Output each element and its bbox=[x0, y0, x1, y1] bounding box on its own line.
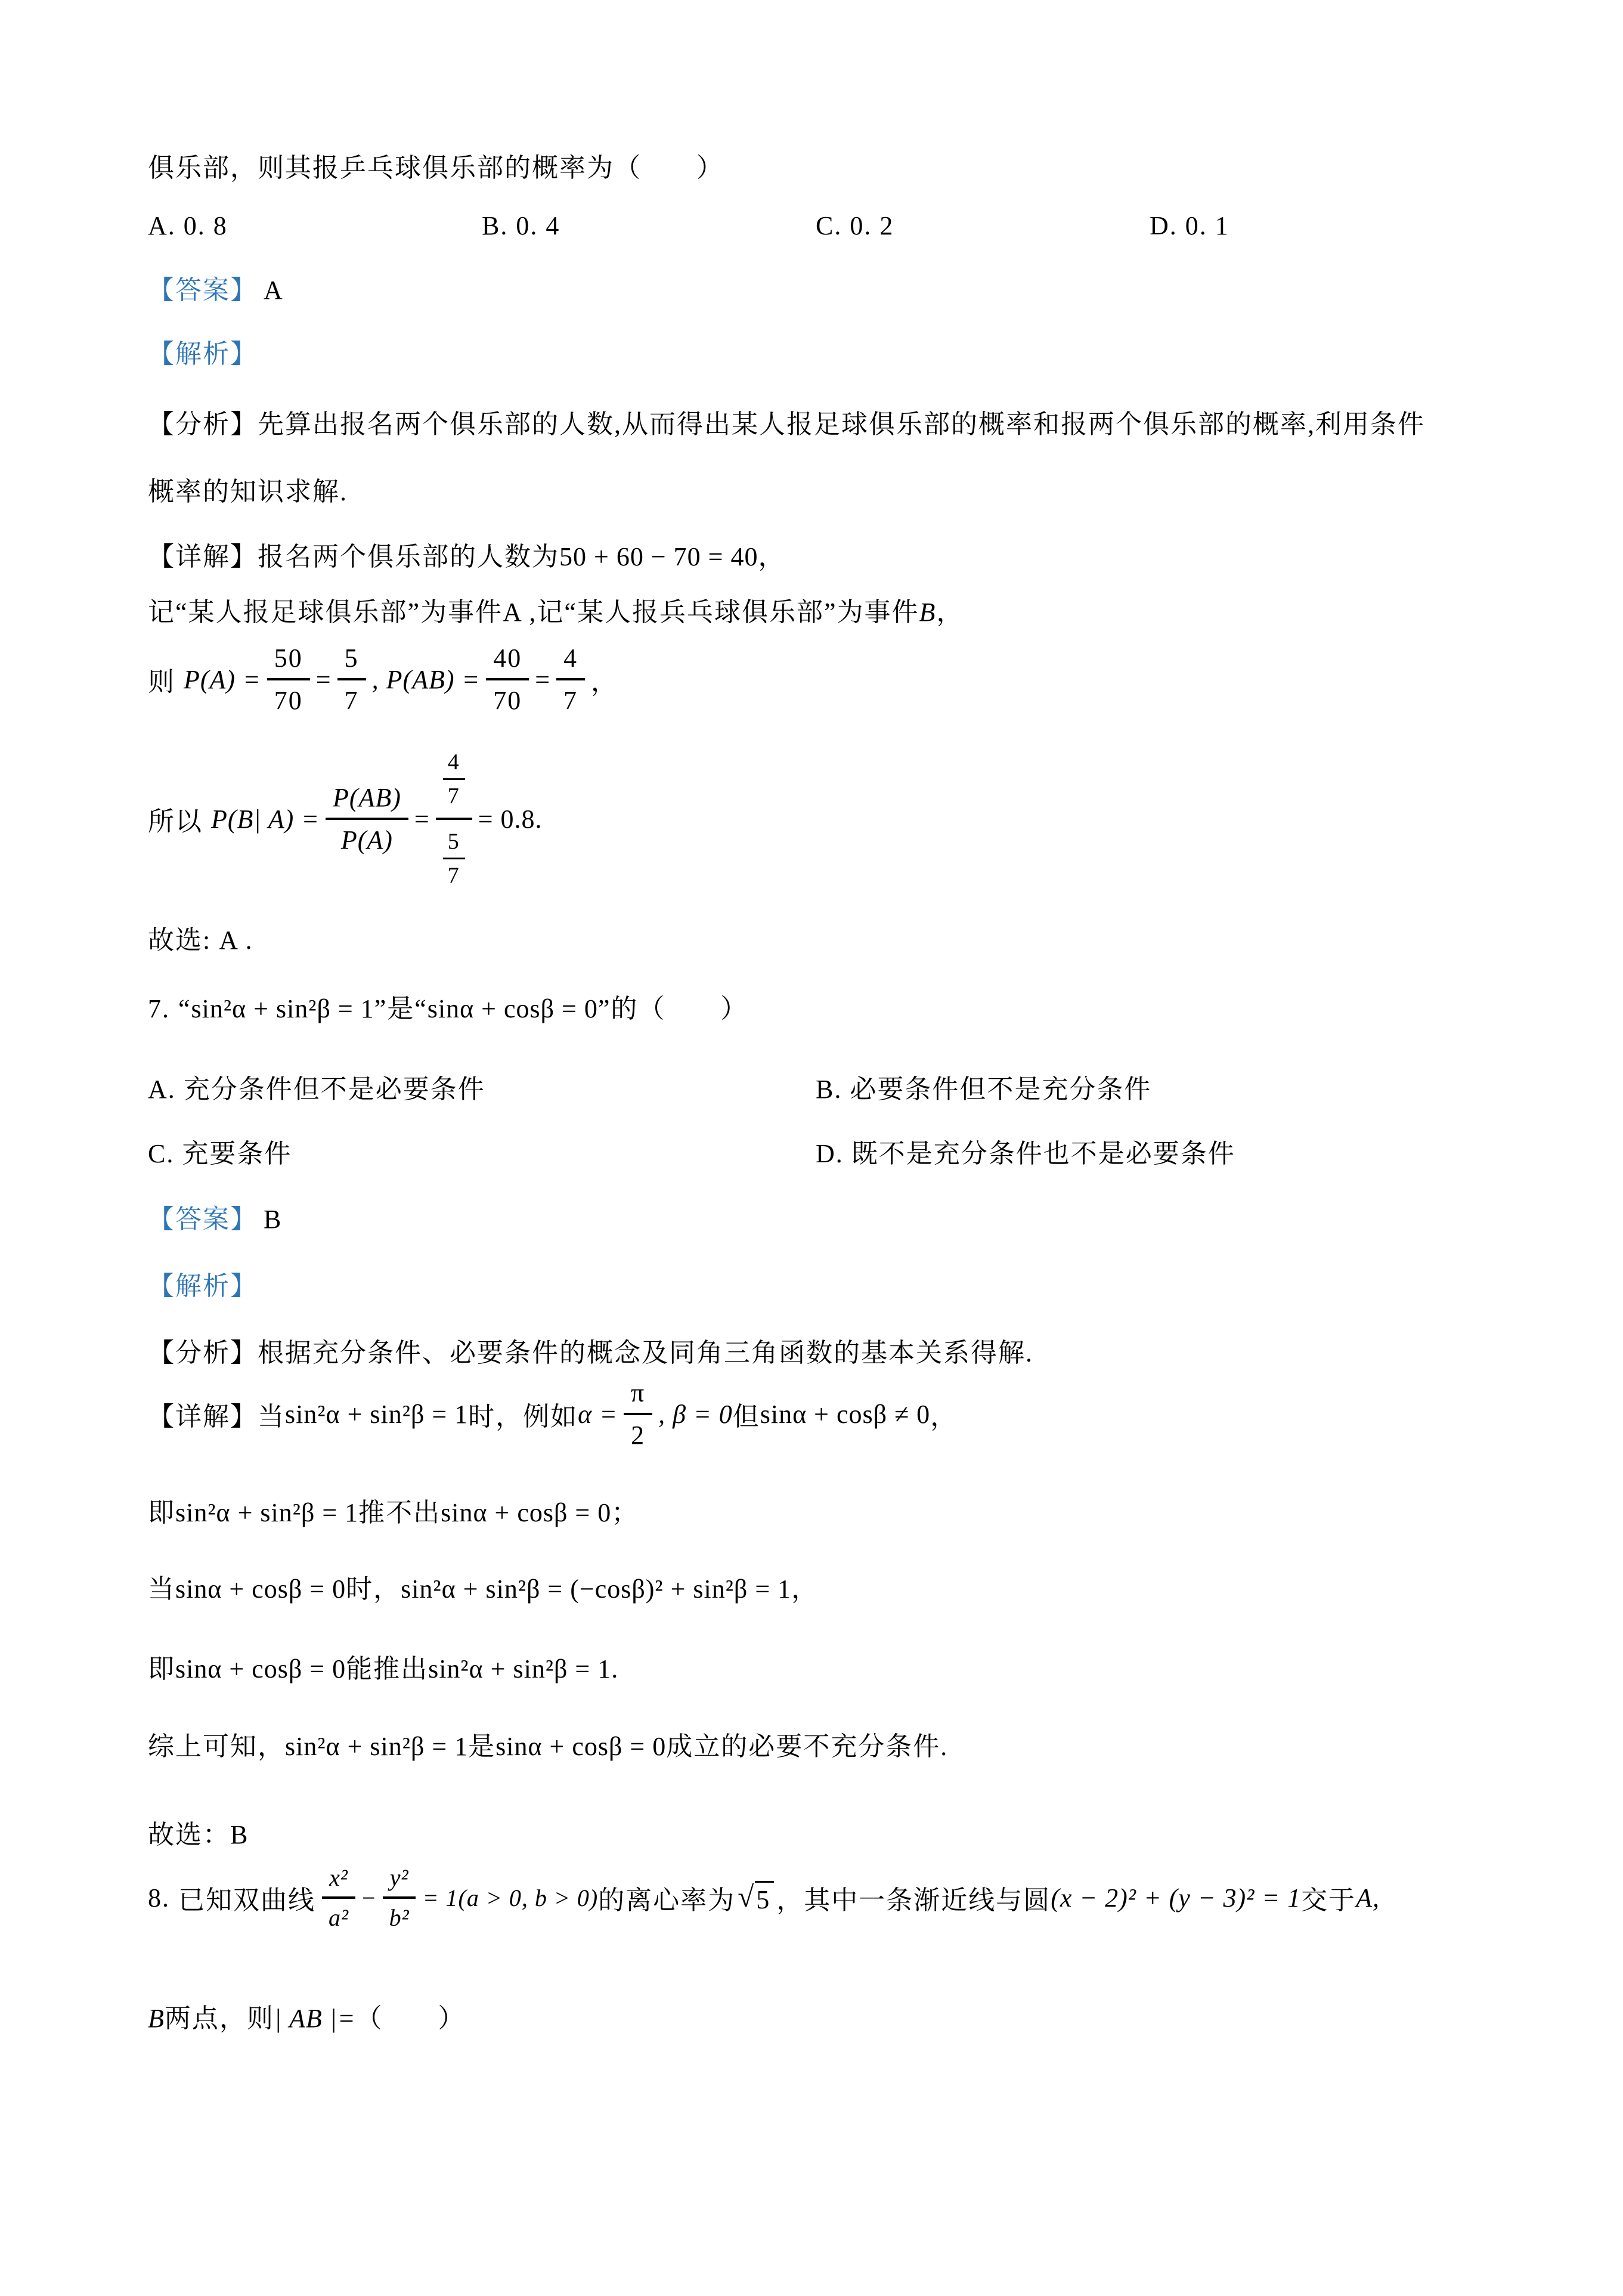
fraction-numerator: 50 bbox=[267, 643, 310, 680]
q6-pa-expr2: , P(AB) = bbox=[371, 664, 481, 694]
q6-analysis-text2: 概率的知识求解. bbox=[148, 477, 348, 506]
q6-answer-value: A bbox=[264, 276, 284, 305]
q7-formula1: sin²α + sin²β = 1 bbox=[191, 994, 374, 1023]
q7-d-formula1: sin²α + sin²β = 1 bbox=[285, 1399, 469, 1429]
q7-tail: ”的（ ） bbox=[597, 994, 748, 1023]
q6-pa-expr1: P(A) = bbox=[184, 664, 261, 694]
q7-option-b: B. 必要条件但不是充分条件 bbox=[816, 1075, 1152, 1104]
q7-ji1-lead: 即 bbox=[148, 1498, 175, 1527]
fraction-pi-2 bbox=[624, 1378, 652, 1450]
q7-jiexi-line bbox=[148, 1264, 258, 1302]
q6-choose-line bbox=[148, 918, 253, 957]
fraction-denominator: 7 bbox=[563, 686, 578, 715]
q6-analysis-line1 bbox=[148, 403, 1425, 441]
q8-minus: − bbox=[362, 1884, 376, 1911]
fraction-denominator: b² bbox=[389, 1904, 410, 1931]
q7-ji1-f2: sinα + cosβ = 0 bbox=[441, 1498, 612, 1527]
q6-pba-formula bbox=[148, 745, 543, 892]
fraction-x2-a2 bbox=[321, 1864, 356, 1932]
q7-choose-line bbox=[148, 1813, 249, 1851]
fraction-50-70 bbox=[267, 643, 310, 716]
q7-zong-mid: 是 bbox=[468, 1732, 496, 1761]
fraction-numerator: x² bbox=[322, 1864, 355, 1899]
q7-zong-line bbox=[148, 1725, 948, 1763]
fraction-5-7 bbox=[443, 828, 465, 889]
fraction-numerator: 40 bbox=[486, 643, 529, 680]
q7-answer-value: B bbox=[264, 1205, 283, 1234]
q6-option-b: B. 0. 4 bbox=[482, 211, 560, 240]
q7-zong-f1: sin²α + sin²β = 1 bbox=[285, 1732, 469, 1761]
q6-ev3: ， bbox=[936, 598, 964, 627]
fraction-numerator: 5 bbox=[443, 828, 465, 859]
q8-point-b: B bbox=[148, 2004, 165, 2033]
q6-event-a: A bbox=[503, 598, 522, 627]
q7-formula2: sinα + cosβ = 0 bbox=[427, 994, 598, 1023]
q8-mid3: 交于 bbox=[1301, 1886, 1356, 1915]
radicand: 5 bbox=[755, 1881, 774, 1915]
q6-option-c: C. 0. 2 bbox=[816, 211, 894, 240]
q7-ji2-mid: 能推出 bbox=[346, 1654, 429, 1684]
fraction-denominator: P(A) bbox=[340, 825, 393, 855]
nested-denominator bbox=[436, 820, 472, 892]
q6-stem-tail bbox=[148, 146, 724, 184]
q6-detail-lead: 报名两个俱乐部的人数为 bbox=[258, 542, 559, 571]
fraction-denominator: 2 bbox=[631, 1421, 646, 1450]
q8-mid2: ，其中一条渐近线与圆 bbox=[776, 1886, 1051, 1915]
q7-analysis-line bbox=[148, 1331, 1033, 1369]
q8-lead: 已知双曲线 bbox=[178, 1886, 315, 1915]
fraction-pab-pa bbox=[326, 782, 408, 855]
nested-fraction bbox=[436, 745, 472, 892]
q6-answer-line bbox=[148, 268, 284, 307]
sqrt-5 bbox=[738, 1881, 774, 1915]
q7-dang-line bbox=[148, 1567, 819, 1605]
q6-pba-lead: 所以 bbox=[148, 807, 203, 836]
q8-stem-line1 bbox=[148, 1864, 1380, 1932]
xiangjie-label: 【详解】 bbox=[148, 1402, 258, 1431]
q7-dang-lead: 当 bbox=[148, 1574, 175, 1604]
fraction-numerator: 4 bbox=[443, 749, 465, 780]
fraction-denominator: 70 bbox=[493, 686, 522, 715]
jiexi-label: 【解析】 bbox=[148, 1271, 258, 1301]
q6-pa-eq1: = bbox=[315, 664, 332, 694]
q6-detail-line bbox=[148, 535, 785, 573]
q6-pa-lead: 则 bbox=[148, 667, 175, 697]
q6-pa-formula bbox=[148, 643, 618, 716]
q7-ji1-f1: sin²α + sin²β = 1 bbox=[175, 1498, 359, 1527]
q8-number: 8. bbox=[148, 1883, 170, 1913]
q7-answer-line bbox=[148, 1197, 282, 1236]
fraction-denominator: 7 bbox=[447, 784, 460, 809]
fraction-denominator: 7 bbox=[447, 863, 460, 888]
q7-ji2-f2: sin²α + sin²β = 1 bbox=[428, 1654, 612, 1684]
fraction-numerator: P(AB) bbox=[326, 782, 408, 820]
q7-ji1-line bbox=[148, 1491, 639, 1529]
q6-pba-period: . bbox=[535, 804, 543, 834]
q6-pa-tail: ， bbox=[591, 667, 619, 697]
q8-paren: （ ） bbox=[355, 2004, 466, 2033]
q7-d-beta: , β = 0 bbox=[658, 1399, 733, 1429]
q8-mid4: 两点，则 bbox=[164, 2004, 274, 2033]
q6-choose-text: 故选: A . bbox=[148, 926, 253, 955]
q7-d-mid1: 时，例如 bbox=[468, 1402, 578, 1431]
q6-event-line bbox=[148, 590, 964, 629]
q6-option-a: A. 0. 8 bbox=[148, 211, 228, 240]
radical-sign: √ bbox=[738, 1880, 755, 1913]
q7-zong-f2: sinα + cosβ = 0 bbox=[495, 1732, 667, 1761]
fraction-numerator: π bbox=[624, 1378, 652, 1415]
q7-d-tail: ， bbox=[930, 1402, 958, 1431]
q7-zong-tail: 成立的必要不充分条件. bbox=[666, 1732, 949, 1761]
q6-pa-eq2: = bbox=[535, 664, 551, 694]
q7-d-mid2: 但 bbox=[732, 1402, 760, 1431]
q6-event-b: B bbox=[919, 598, 937, 627]
q7-option-a: A. 充分条件但不是必要条件 bbox=[148, 1075, 485, 1104]
nested-numerator bbox=[436, 745, 472, 820]
q6-analysis-text1: 先算出报名两个俱乐部的人数,从而得出某人报足球俱乐部的概率和报两个俱乐部的概率,利用条件 bbox=[258, 410, 1425, 439]
q7-detail-line bbox=[148, 1378, 958, 1450]
q7-quote-open: “ bbox=[178, 994, 191, 1023]
q8-stem-line2 bbox=[148, 1997, 466, 2035]
xiangjie-label: 【详解】 bbox=[148, 542, 258, 571]
fraction-y2-b2 bbox=[382, 1864, 417, 1932]
fraction-numerator: y² bbox=[383, 1864, 416, 1899]
q8-circle-equation: (x − 2)² + (y − 3)² = 1 bbox=[1051, 1883, 1302, 1913]
fenxi-label: 【分析】 bbox=[148, 1338, 258, 1367]
q7-option-d: D. 既不是充分条件也不是必要条件 bbox=[816, 1139, 1235, 1168]
q7-option-c: C. 充要条件 bbox=[148, 1139, 292, 1168]
q7-ji2-f1: sinα + cosβ = 0 bbox=[175, 1654, 346, 1684]
q7-choose-text: 故选：B bbox=[148, 1820, 249, 1849]
q6-stem-text: 俱乐部，则其报乒乓球俱乐部的概率为（ ） bbox=[148, 153, 724, 182]
fenxi-label: 【分析】 bbox=[148, 410, 258, 439]
jiexi-label: 【解析】 bbox=[148, 339, 258, 369]
q7-dang-tail: ， bbox=[791, 1574, 819, 1604]
q7-stem bbox=[148, 987, 748, 1025]
q6-pba-expr: P(B| A) = bbox=[211, 804, 320, 834]
q6-pba-result: = 0.8 bbox=[478, 804, 535, 834]
q7-ji1-tail: ； bbox=[611, 1498, 639, 1527]
q6-ev2: ,记“某人报兵乓球俱乐部”为事件 bbox=[521, 598, 919, 627]
q7-dang-f1: sinα + cosβ = 0 bbox=[175, 1574, 346, 1604]
q6-detail-math: 50 + 60 − 70 = 40 bbox=[559, 542, 758, 571]
q6-ev1: 记“某人报足球俱乐部”为事件 bbox=[148, 598, 503, 627]
fraction-numerator: 5 bbox=[337, 643, 366, 680]
q7-d-formula2: sinα + cosβ ≠ 0 bbox=[760, 1399, 931, 1429]
fraction-denominator: 70 bbox=[274, 686, 303, 715]
fraction-denominator: a² bbox=[329, 1904, 349, 1931]
q8-mid1: 的离心率为 bbox=[598, 1886, 736, 1915]
q7-d-alpha: α = bbox=[578, 1399, 618, 1429]
fraction-40-70 bbox=[486, 643, 529, 716]
q7-d-lead: 当 bbox=[258, 1402, 285, 1431]
q8-ab-expression: | AB |= bbox=[274, 2004, 356, 2033]
q7-ji2-line bbox=[148, 1647, 619, 1685]
q7-ji2-tail: . bbox=[611, 1654, 620, 1684]
fraction-4-7 bbox=[443, 749, 465, 809]
q6-pba-eq: = bbox=[414, 804, 430, 834]
q6-detail-tail: ， bbox=[758, 542, 786, 571]
q7-analysis-text: 根据充分条件、必要条件的概念及同角三角函数的基本关系得解. bbox=[258, 1338, 1033, 1367]
q6-option-d: D. 0. 1 bbox=[1150, 211, 1229, 240]
answer-label: 【答案】 bbox=[148, 276, 258, 305]
q7-zong-lead: 综上可知， bbox=[148, 1732, 285, 1761]
fraction-numerator: 4 bbox=[556, 643, 585, 680]
q7-ji2-lead: 即 bbox=[148, 1654, 175, 1684]
q6-analysis-line2 bbox=[148, 470, 348, 508]
q8-condition: = 1(a > 0, b > 0) bbox=[422, 1884, 599, 1911]
q7-dang-f2: sin²α + sin²β = (−cosβ)² + sin²β = 1 bbox=[401, 1574, 792, 1604]
fraction-denominator: 7 bbox=[344, 686, 359, 715]
answer-label: 【答案】 bbox=[148, 1205, 258, 1234]
fraction-5-7 bbox=[337, 643, 366, 716]
q7-number: 7. bbox=[148, 994, 170, 1023]
q7-ji1-mid: 推不出 bbox=[358, 1498, 441, 1527]
q8-point-a: A, bbox=[1356, 1883, 1380, 1913]
q7-dang-mid: 时， bbox=[346, 1574, 401, 1604]
fraction-4-7 bbox=[556, 643, 585, 716]
q6-jiexi-line bbox=[148, 332, 258, 370]
q7-mid: ”是“ bbox=[374, 994, 428, 1023]
